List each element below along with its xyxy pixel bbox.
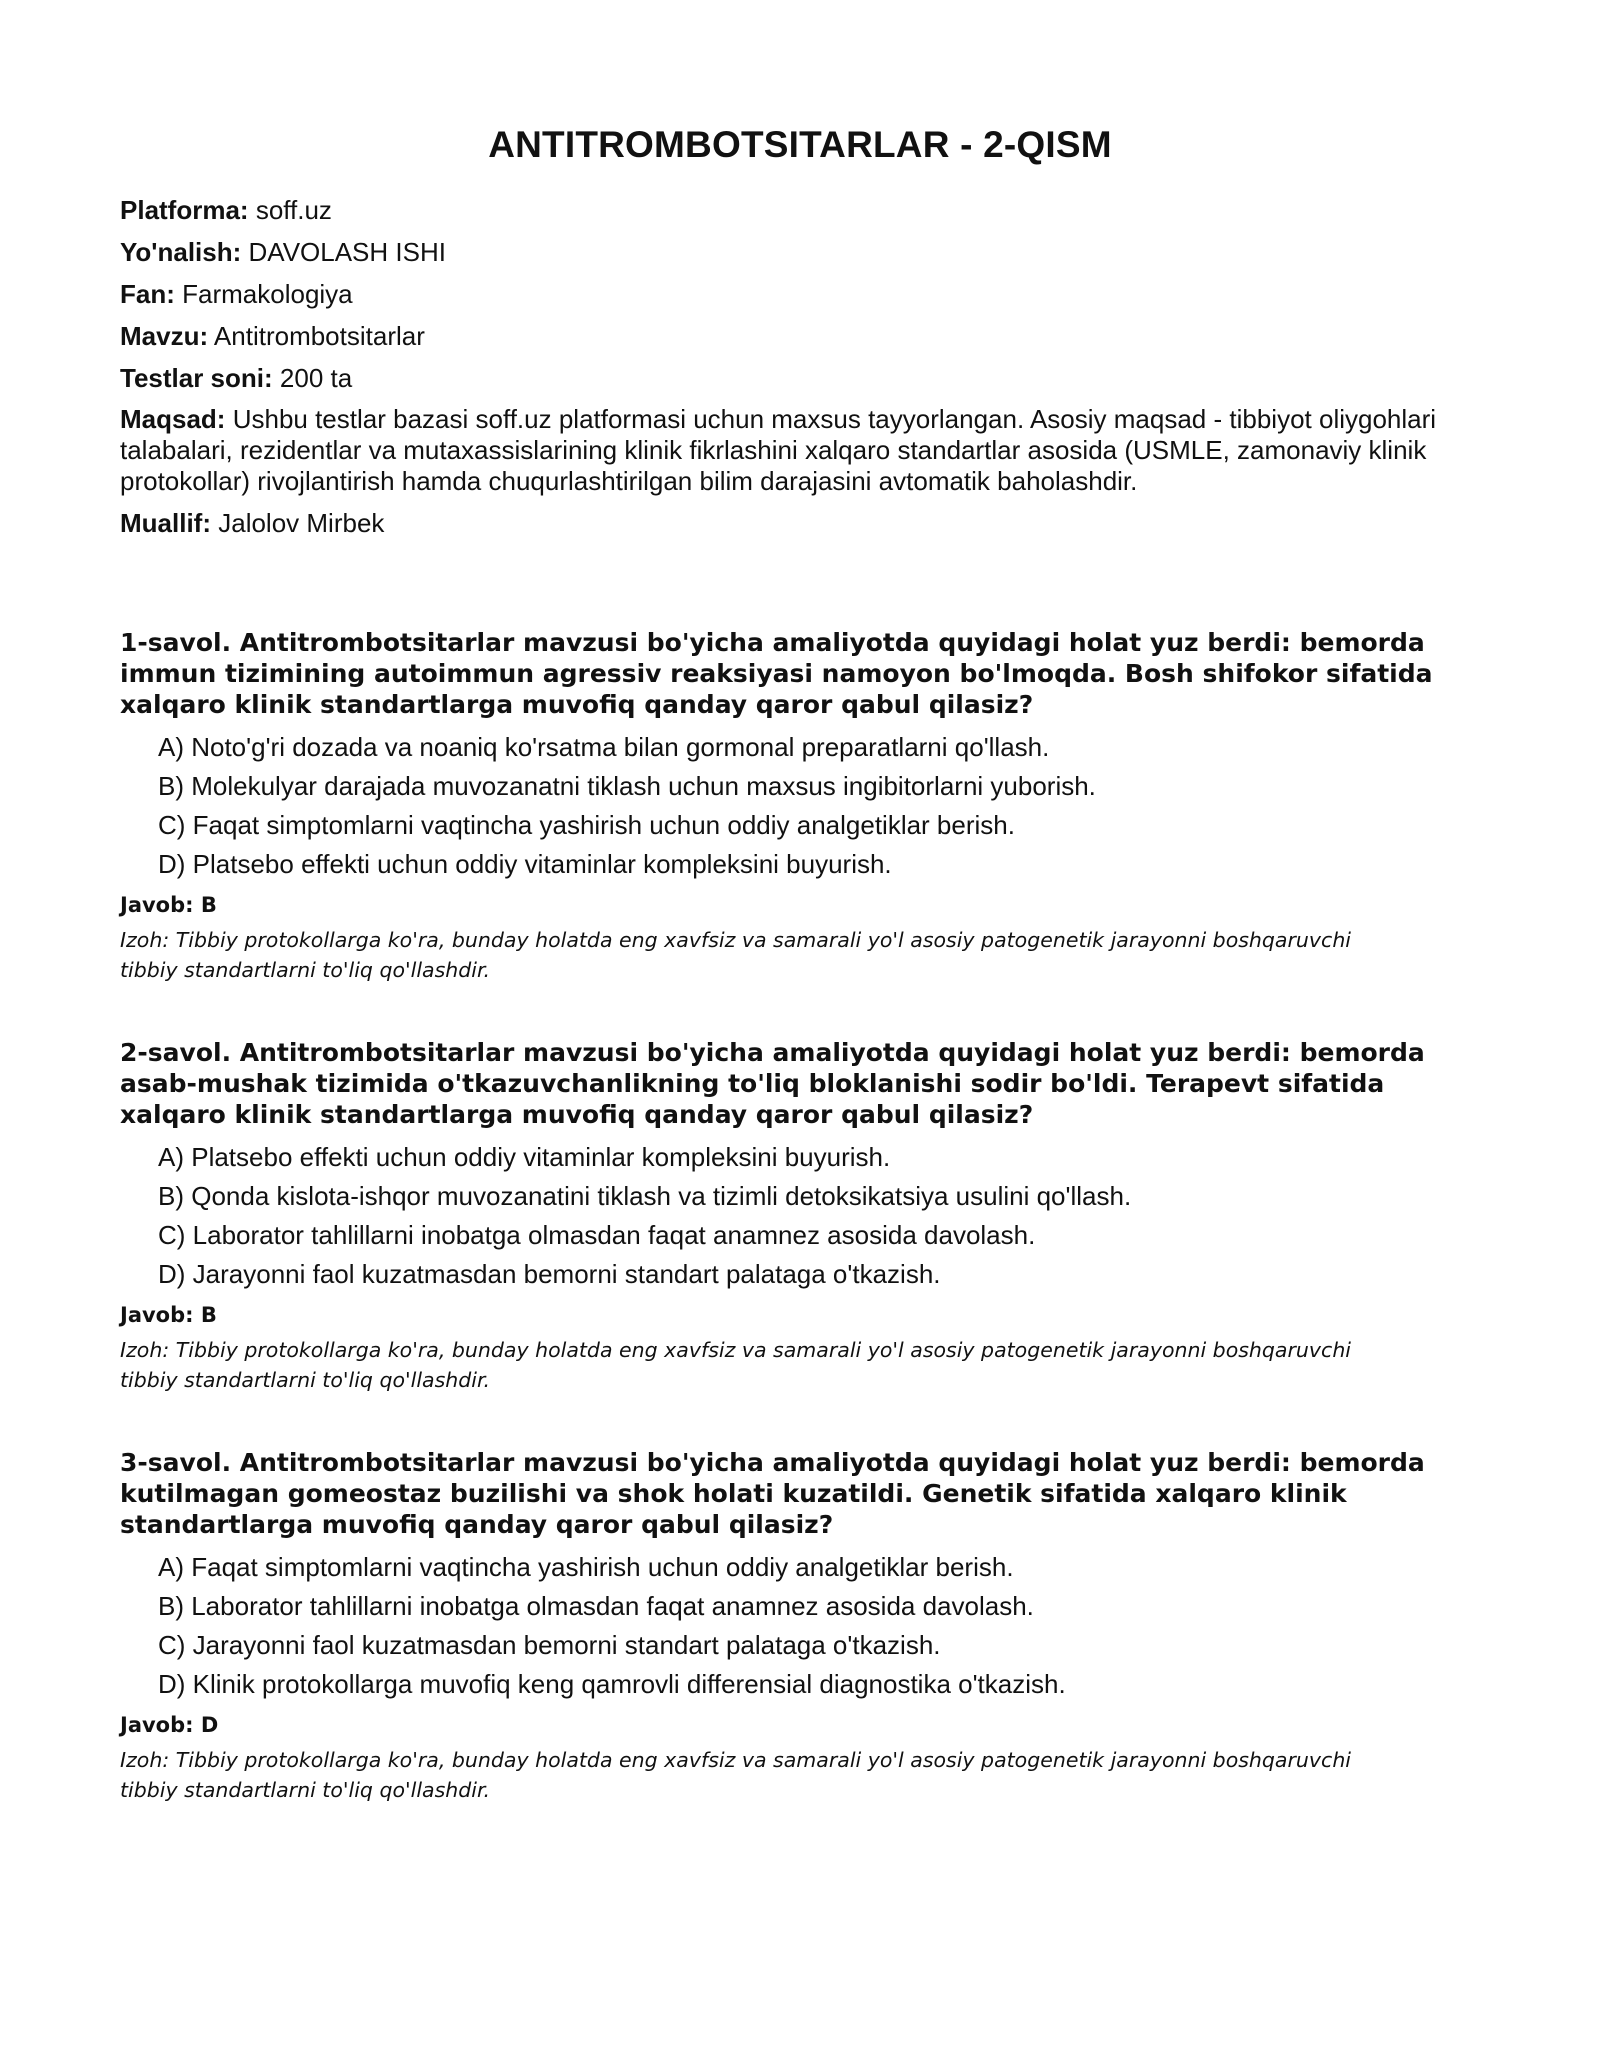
document-title: ANTITROMBOTSITARLAR - 2-QISM — [488, 124, 1112, 165]
meta-mavzu — [120, 320, 1480, 352]
meta-value: Antitrombotsitarlar — [213, 321, 425, 351]
option-c: C) Jarayonni faol kuzatmasdan bemorni standart palataga o'tkazish. — [158, 1630, 941, 1660]
meta-label: Mavzu: — [120, 321, 209, 351]
answer-label: Javob: D — [120, 1713, 219, 1737]
meta-label: Testlar soni: — [120, 363, 273, 393]
meta-value: Farmakologiya — [182, 279, 353, 309]
option-c: C) Laborator tahlillarni inobatga olmasdan faqat anamnez asosida davolash. — [158, 1220, 1036, 1250]
question-text: 2-savol. Antitrombotsitarlar mavzusi bo'yicha amaliyotda quyidagi holat yuz berdi: bemorda asab-mushak tizimida o'tkazuvchanlikning to'liq bloklanishi sodir bo'ldi. Terapevt sifatida xalqaro klinik standartlarga muvofiq qanday qaror qabul qilasiz? — [120, 1038, 1425, 1129]
answer-label: Javob: B — [120, 1303, 217, 1327]
meta-label: Maqsad: — [120, 404, 226, 434]
meta-value: Ushbu testlar bazasi soff.uz platformasi uchun maxsus tayyorlangan. Asosiy maqsad - tibbiyot oliygohlari talabalari, rezidentlar va mutaxassislarining klinik fikrlashini xalqaro standartlar asosida (USMLE, zamonaviy klinik protokollar) rivojlantirish hamda chuqurlashtirilgan bilim darajasini avtomatik baholashdir. — [120, 404, 1437, 496]
option-a: A) Noto'g'ri dozada va noaniq ko'rsatma bilan gormonal preparatlarni qo'llash. — [158, 732, 1050, 762]
meta-value: DAVOLASH ISHI — [248, 237, 446, 267]
document-page — [120, 124, 1480, 1857]
questions-list — [120, 627, 1480, 1805]
question-2 — [120, 1037, 1480, 1395]
option-b: B) Qonda kislota-ishqor muvozanatini tiklash va tizimli detoksikatsiya usulini qo'llash. — [158, 1181, 1132, 1211]
answer-label: Javob: B — [120, 893, 217, 917]
metadata-block — [120, 194, 1480, 539]
options-list — [120, 732, 1480, 879]
option-b: B) Molekulyar darajada muvozanatni tiklash uchun maxsus ingibitorlarni yuborish. — [158, 771, 1096, 801]
question-1 — [120, 627, 1480, 985]
meta-value: 200 ta — [279, 363, 353, 393]
meta-label: Yo'nalish: — [120, 237, 242, 267]
option-d: D) Platsebo effekti uchun oddiy vitaminlar kompleksini buyurish. — [158, 849, 892, 879]
question-3 — [120, 1447, 1480, 1805]
explanation-note: Izoh: Tibbiy protokollarga ko'ra, bunday holatda eng xavfsiz va samarali yo'l asosiy patogenetik jarayonni boshqaruvchi tibbiy standartlarni to'liq qo'llashdir. — [120, 1338, 1352, 1392]
meta-label: Muallif: — [120, 508, 211, 538]
meta-label: Platforma: — [120, 195, 249, 225]
meta-label: Fan: — [120, 279, 175, 309]
option-c: C) Faqat simptomlarni vaqtincha yashirish uchun oddiy analgetiklar berish. — [158, 810, 1015, 840]
meta-muallif — [120, 507, 1480, 539]
option-a: A) Platsebo effekti uchun oddiy vitaminlar kompleksini buyurish. — [158, 1142, 891, 1172]
option-a: A) Faqat simptomlarni vaqtincha yashirish uchun oddiy analgetiklar berish. — [158, 1552, 1014, 1582]
option-d: D) Klinik protokollarga muvofiq keng qamrovli differensial diagnostika o'tkazish. — [158, 1669, 1066, 1699]
option-b: B) Laborator tahlillarni inobatga olmasdan faqat anamnez asosida davolash. — [158, 1591, 1034, 1621]
meta-maqsad — [120, 404, 1480, 497]
option-d: D) Jarayonni faol kuzatmasdan bemorni standart palataga o'tkazish. — [158, 1259, 941, 1289]
question-text: 3-savol. Antitrombotsitarlar mavzusi bo'yicha amaliyotda quyidagi holat yuz berdi: bemorda kutilmagan gomeostaz buzilishi va shok holati kuzatildi. Genetik sifatida xalqaro klinik standartlarga muvofiq qanday qaror qabul qilasiz? — [120, 1448, 1425, 1539]
options-list — [120, 1142, 1480, 1289]
meta-platforma — [120, 194, 1480, 226]
meta-value: soff.uz — [255, 195, 332, 225]
meta-yonalish — [120, 236, 1480, 268]
meta-fan — [120, 278, 1480, 310]
explanation-note: Izoh: Tibbiy protokollarga ko'ra, bunday holatda eng xavfsiz va samarali yo'l asosiy patogenetik jarayonni boshqaruvchi tibbiy standartlarni to'liq qo'llashdir. — [120, 928, 1352, 982]
explanation-note: Izoh: Tibbiy protokollarga ko'ra, bunday holatda eng xavfsiz va samarali yo'l asosiy patogenetik jarayonni boshqaruvchi tibbiy standartlarni to'liq qo'llashdir. — [120, 1748, 1352, 1802]
meta-testlar-soni — [120, 362, 1480, 394]
options-list — [120, 1552, 1480, 1699]
question-text: 1-savol. Antitrombotsitarlar mavzusi bo'yicha amaliyotda quyidagi holat yuz berdi: bemorda immun tizimining autoimmun agressiv reaksiyasi namoyon bo'lmoqda. Bosh shifokor sifatida xalqaro klinik standartlarga muvofiq qanday qaror qabul qilasiz? — [120, 628, 1433, 719]
meta-value: Jalolov Mirbek — [218, 508, 385, 538]
